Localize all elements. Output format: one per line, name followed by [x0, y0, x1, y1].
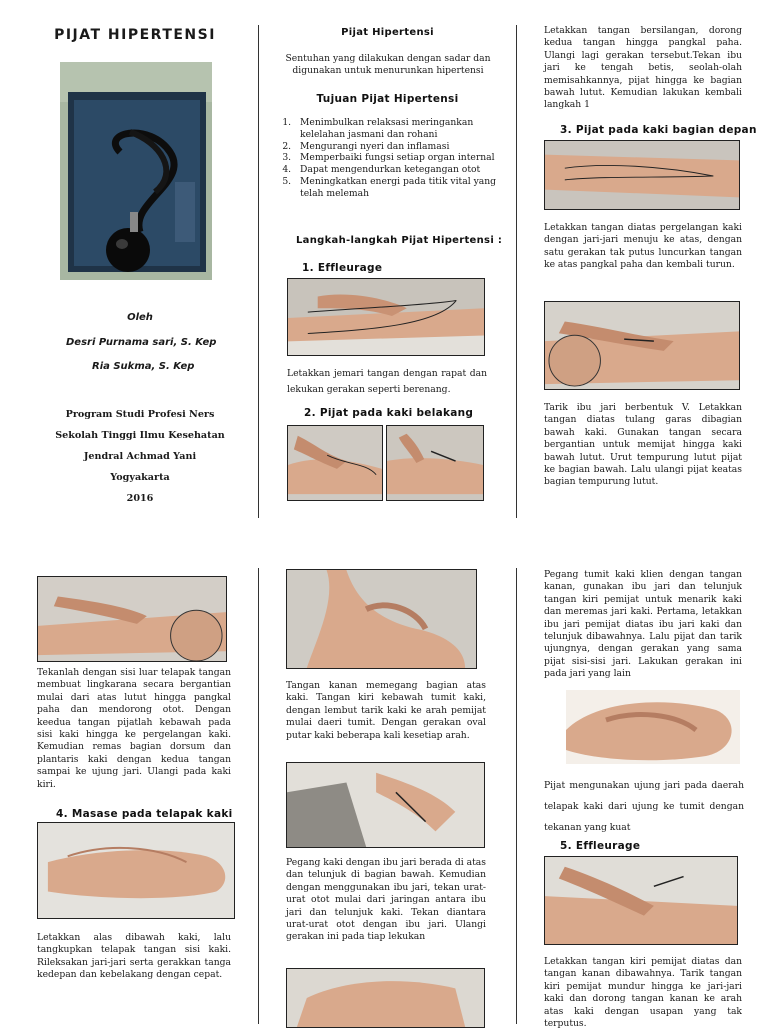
back-leg-photo-2: [386, 425, 484, 501]
tensimeter-photo: [60, 62, 212, 280]
front-leg-photo-1: [544, 140, 740, 210]
sole-fingertip-photo: [566, 690, 740, 764]
fingertip-text: Pijat mengunakan ujung jari pada daerah telapak kaki dari ujung ke tumit dengan tekanan yang kuat: [544, 780, 744, 833]
institution-line: 2016: [126, 493, 154, 504]
foot-text: Pegang kaki dengan ibu jari berada di atas dan telunjuk di bagian bawah. Kemudian dengan menggunakan ibu jari, tekan urat-urat otot mulai dari jaringan antara ibu jari dan telunjuk kaki. Tekan diantara urat-urat otot dengan ibu jari. Ulangi gerakan ini pada tiap lekukan: [286, 857, 486, 943]
step-3-title: 3. Pijat pada kaki bagian depan: [560, 124, 757, 136]
author-2: Ria Sukma, S. Kep: [92, 361, 195, 372]
list-item: 3. Memperbaiki fungsi setiap organ internal: [294, 152, 502, 164]
front-leg-text: Letakkan tangan diatas pergelangan kaki dengan jari-jari menuju ke atas, dengan satu gerakan tak putus luncurkan tangan ke atas pangkal paha dan kembali turun.: [544, 222, 742, 271]
ankle-photo: [286, 569, 477, 669]
sole-text: Letakkan alas dibawah kaki, lalu tangkupkan telapak tangan sisi kaki. Rileksakan jari-jari serta gerakkan tanga kedepan dan kebelakang dengan cepat.: [37, 932, 231, 981]
section-title: Pijat Hipertensi: [341, 27, 434, 38]
institution-line: Yogyakarta: [110, 472, 170, 483]
toe-photo: [286, 968, 485, 1028]
divider: [516, 25, 517, 518]
list-item: 4. Dapat mengendurkan ketegangan otot: [294, 164, 502, 176]
list-item: 5. Meningkatkan energi pada titik vital yang telah melemah: [294, 176, 502, 200]
step-4-title: 4. Masase pada telapak kaki: [56, 808, 233, 820]
cover-title: PIJAT HIPERTENSI: [54, 27, 216, 43]
leg-massage-text: Letakkan tangan bersilangan, dorong kedua tangan hingga pangkal paha. Ulangi lagi gerakan tersebut.Tekan ibu jari ke tengah betis, seolah-olah memisahkannya, pijat hingga ke bagian bawah lutut. Kemudian lakukan kembali langkah 1: [544, 25, 742, 111]
thigh-text: Tekanlah dengan sisi luar telapak tangan membuat lingkarana secara bergantian mulai dari atas lutut hingga pangkal paha dan mendorong otot. Dengan keedua tangan pijatlah kebawah pada sisi kaki hingga ke pergelangan kaki. Kemudian remas bagian dorsum dan plantaris kaki dengan kedua tangan sampai ke ujung jari. Ulangi pada kaki kiri.: [37, 667, 231, 790]
divider: [258, 568, 259, 1024]
sole-photo: [37, 822, 235, 919]
institution-line: Program Studi Profesi Ners: [65, 409, 215, 420]
step-5-title: 5. Effleurage: [560, 840, 641, 852]
list-item: 1. Menimbulkan relaksasi meringankan kelelahan jasmani dan rohani: [294, 117, 502, 141]
step-2-title: 2. Pijat pada kaki belakang: [304, 407, 474, 419]
back-leg-photo-1: [287, 425, 383, 501]
step-1-text: Letakkan jemari tangan dengan rapat dan lekukan gerakan seperti berenang.: [287, 368, 487, 395]
goals-title: Tujuan Pijat Hipertensi: [316, 93, 459, 105]
intro-text: Sentuhan yang dilakukan dengan sadar dan digunakan untuk menurunkan hipertensi: [285, 53, 491, 77]
author-1: Desri Purnama sari, S. Kep: [66, 337, 217, 348]
steps-title: Langkah-langkah Pijat Hipertensi :: [296, 235, 503, 246]
divider: [258, 25, 259, 518]
thigh-photo: [37, 576, 227, 662]
oleh-label: Oleh: [127, 312, 153, 323]
front-leg-photo-2: [544, 301, 740, 390]
institution: [40, 404, 240, 509]
institution-line: Sekolah Tinggi Ilmu Kesehatan: [55, 430, 225, 441]
toe-text: Pegang tumit kaki klien dengan tangan kanan, gunakan ibu jari dan telunjuk tangan kiri pemijat untuk menarik kaki dan meremas jari kaki. Pertama, letakkan ibu jari pemijat diatas ibu jari kaki dan telunjuk dibawahnya. Lalu pijat dan tarik ujungnya, dengan gerakan yang sama pijat sisi-sisi jari. Lakukan gerakan ini pada jari yang lain: [544, 569, 742, 680]
step-1-title: 1. Effleurage: [302, 262, 383, 274]
goals-list: [272, 117, 502, 200]
divider: [516, 568, 517, 1024]
ankle-text: Tangan kanan memegang bagian atas kaki. Tangan kiri kebawah tumit kaki, dengan lembut tarik kaki ke arah pemijat mulai daeri tumit. Dengan gerakan oval putar kaki beberapa kali kesetiap arah.: [286, 680, 486, 741]
institution-line: Jendral Achmad Yani: [83, 451, 197, 462]
knee-text: Tarik ibu jari berbentuk V. Letakkan tangan diatas tulang garas dibagian bawah kaki. Gunakan tangan secara bergantian untuk memijat hingga kaki bawah lutut. Urut tempurung lutut pijat ke bagian bawah. Lalu ulangi pijat keatas bagian tempurung lutut.: [544, 402, 742, 488]
final-effleurage-photo: [544, 856, 738, 945]
effleurage-photo: [287, 278, 485, 356]
final-effleurage-text: Letakkan tangan kiri pemijat diatas dan tangan kanan dibawahnya. Tarik tangan kiri pemijat mundur hingga ke jari-jari kaki dan dorong tangan kanan ke arah atas kaki dengan usapan yang tak terputus.: [544, 956, 742, 1030]
list-item: 2. Mengurangi nyeri dan inflamasi: [294, 141, 502, 153]
foot-photo: [286, 762, 485, 848]
